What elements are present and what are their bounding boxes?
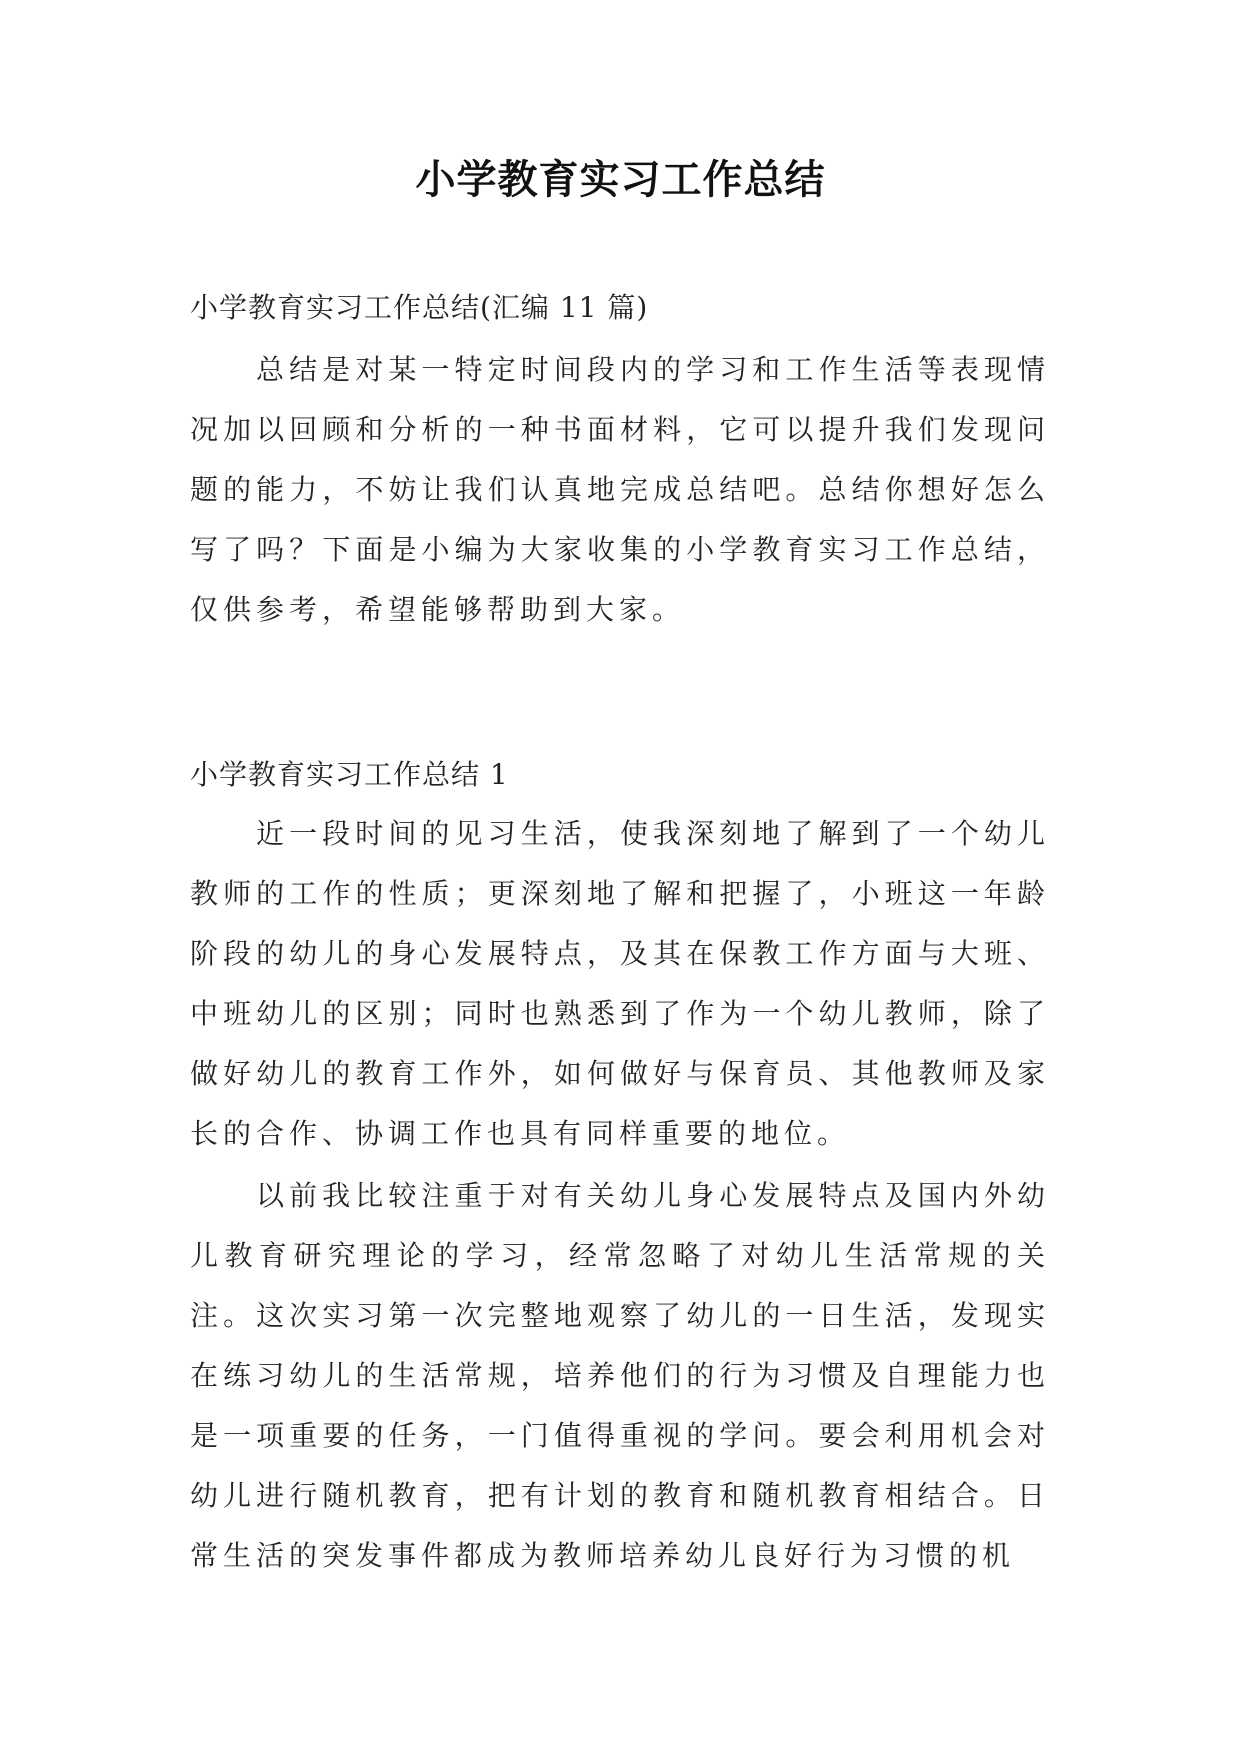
intro-paragraph: 总结是对某一特定时间段内的学习和工作生活等表现情况加以回顾和分析的一种书面材料，它可以提升我们发现问题的能力，不妨让我们认真地完成总结吧。总结你想好怎么写了吗？下面是小编为大家收集的小学教育实习工作总结，仅供参考，希望能够帮助到大家。	[190, 353, 1050, 626]
body-paragraph-2: 以前我比较注重于对有关幼儿身心发展特点及国内外幼儿教育研究理论的学习，经常忽略了对幼儿生活常规的关注。这次实习第一次完整地观察了幼儿的一日生活，发现实在练习幼儿的生活常规，培养他们的行为习惯及自理能力也是一项重要的任务，一门值得重视的学问。要会利用机会对幼儿进行随机教育，把有计划的教育和随机教育相结合。日常生活的突发事件都成为教师培养幼儿良好行为习惯的机	[190, 1179, 1050, 1572]
document-subtitle: 小学教育实习工作总结(汇编 11 篇)	[190, 291, 649, 324]
body-paragraph-1: 近一段时间的见习生活，使我深刻地了解到了一个幼儿教师的工作的性质；更深刻地了解和把握了，小班这一年龄阶段的幼儿的身心发展特点，及其在保教工作方面与大班、中班幼儿的区别；同时也熟悉到了作为一个幼儿教师，除了做好幼儿的教育工作外，如何做好与保育员、其他教师及家长的合作、协调工作也具有同样重要的地位。	[190, 817, 1050, 1150]
section-heading: 小学教育实习工作总结 1	[190, 758, 509, 791]
document-title: 小学教育实习工作总结	[415, 156, 826, 203]
